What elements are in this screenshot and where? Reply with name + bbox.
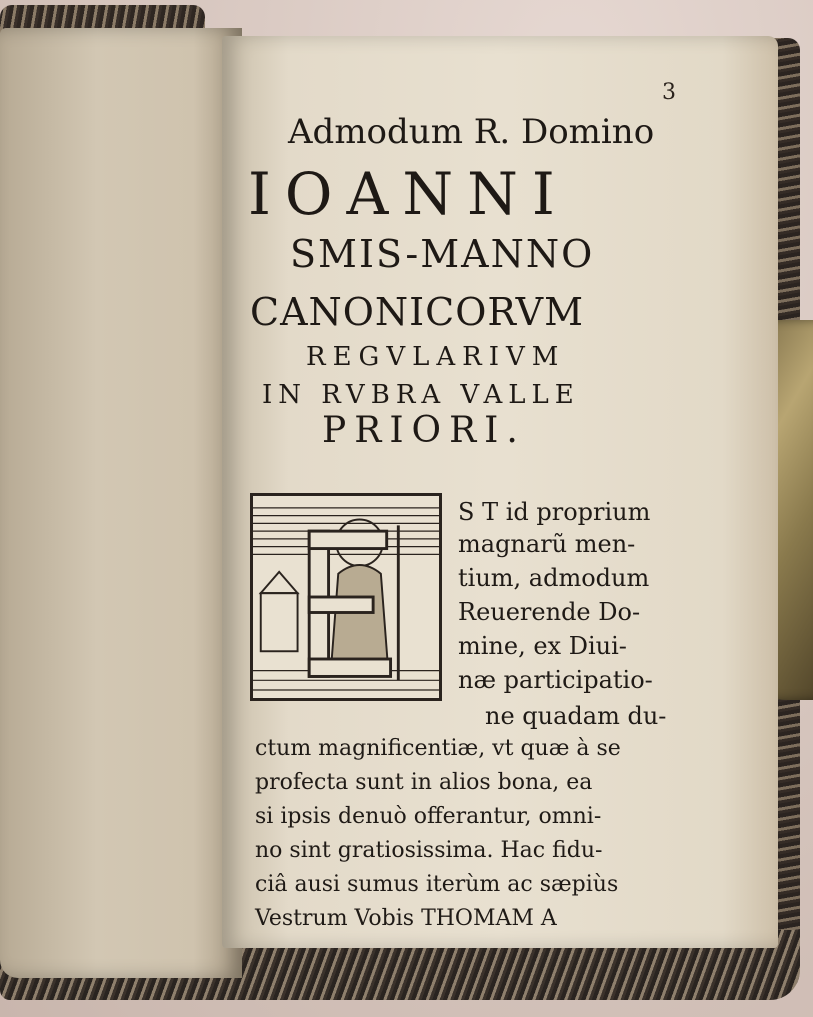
body-line-4: Reuerende Do- [458,598,641,626]
body-line-2: magnarũ men- [458,530,636,558]
dedication-line-6: IN RVBRA VALLE [262,380,580,410]
dedication-line-1: Admodum R. Domino [288,112,655,152]
body-line-7: ne quadam du- [485,702,667,730]
body-line-5: mine, ex Diui- [458,632,627,660]
dedication-line-3: SMIS-MANNO [290,232,595,276]
dedication-line-2: IOANNI [248,160,569,228]
body-line-11: no sint gratiosissima. Hac fidu- [255,838,603,863]
dedication-line-4: CANONICORVM [250,290,585,334]
woodcut-illustration [253,496,439,698]
body-line-12: ciâ ausi sumus iterùm ac sæpiùs [255,872,619,897]
dedication-line-7: PRIORI. [322,410,526,451]
woodcut-initial-e [250,493,442,701]
dedication-line-5: REGVLARIVM [306,342,566,372]
body-line-1: S T id proprium [458,498,651,526]
page-number: 3 [662,80,676,105]
body-line-13: Vestrum Vobis THOMAM A [255,906,557,931]
body-line-3: tium, admodum [458,564,650,592]
body-line-9: profecta sunt in alios bona, ea [255,770,593,795]
body-line-10: si ipsis denuò offerantur, omni- [255,804,602,829]
body-line-6: næ participatio- [458,666,653,694]
body-line-8: ctum magnificentiæ, vt quæ à se [255,736,621,761]
left-page-blank [0,28,242,978]
